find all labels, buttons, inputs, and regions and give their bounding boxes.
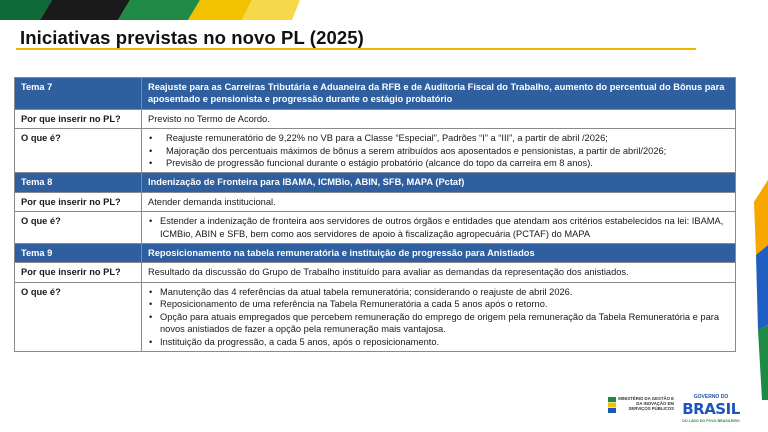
table-row [15, 282, 736, 351]
governo-do-brasil-logo [680, 394, 742, 428]
what-cell [142, 212, 736, 244]
ministry-emblem-icon [608, 397, 616, 413]
why-label: Por que inserir no PL? [15, 263, 142, 282]
theme-heading: Reajuste para as Carreiras Tributária e Aduaneira da RFB e de Auditoria Fiscal do Trabalho, aumento do percentual do Bônus para aposentado e pensionista e progressão durante o estágio probatório [142, 78, 736, 110]
title-underline [16, 48, 696, 50]
why-text: Atender demanda institucional. [142, 192, 736, 211]
list-item: • Reposicionamento de uma referência na Tabela Remuneratória a cada 5 anos após o retorno. [148, 298, 729, 310]
what-cell [142, 282, 736, 351]
list-item: • Reajuste remuneratório de 9,22% no VB para a Classe “Especial”, Padrões “I” a “III”, a partir de abril /2026; [148, 132, 729, 144]
why-label: Por que inserir no PL? [15, 109, 142, 128]
table-row [15, 192, 736, 211]
bullet-list [148, 132, 729, 169]
bullet-list [148, 286, 729, 348]
theme-label: Tema 7 [15, 78, 142, 110]
why-label: Por que inserir no PL? [15, 192, 142, 211]
what-cell [142, 129, 736, 173]
why-text: Previsto no Termo de Acordo. [142, 109, 736, 128]
initiatives-table [14, 77, 736, 352]
theme-row-8 [15, 173, 736, 192]
theme-row-9 [15, 244, 736, 263]
ministry-name: MINISTÉRIO DA GESTÃO E DA INOVAÇÃO EM SERVIÇOS PÚBLICOS [618, 396, 674, 411]
table-row [15, 109, 736, 128]
theme-heading: Indenização de Fronteira para IBAMA, ICMBio, ABIN, SFB, MAPA (Pctaf) [142, 173, 736, 192]
bullet-list [148, 215, 729, 240]
list-item: • Majoração dos percentuais máximos de bônus a serem atribuídos aos aposentados e pensionistas, a partir de abril/2026; [148, 145, 729, 157]
what-label: O que é? [15, 212, 142, 244]
logo-tagline: DO LADO DO POVO BRASILEIRO [682, 419, 740, 423]
table-row [15, 263, 736, 282]
theme-row-7 [15, 78, 736, 110]
logo-wordmark: BRASIL [682, 400, 740, 418]
why-text: Resultado da discussão do Grupo de Trabalho instituído para avaliar as demandas da representação dos anistiados. [142, 263, 736, 282]
list-item: • Opção para atuais empregados que percebem remuneração do emprego de origem pela remuneração da Tabela Remuneratória e para novos anistiados de fazer a opção pela remuneração mais vantajosa. [148, 311, 729, 336]
theme-label: Tema 9 [15, 244, 142, 263]
list-item: • Manutenção das 4 referências da atual tabela remuneratória; considerando o reajuste de abril 2026. [148, 286, 729, 298]
table-row [15, 129, 736, 173]
logo-top-text: GOVERNO DO [693, 394, 729, 400]
what-label: O que é? [15, 129, 142, 173]
table-row [15, 212, 736, 244]
theme-label: Tema 8 [15, 173, 142, 192]
what-label: O que é? [15, 282, 142, 351]
list-item: • Estender a indenização de fronteira aos servidores de outros órgãos e entidades que atendam aos critérios estabelecidos na lei: IBAMA, ICMBio, ABIN e SFB, bem como aos servidores de apoio à fiscalização agropecuária (PCTAF) do MAPA [148, 215, 729, 240]
top-color-band [0, 0, 300, 20]
theme-heading: Reposicionamento na tabela remuneratória e instituição de progressão para Anistiados [142, 244, 736, 263]
list-item: • Previsão de progressão funcional durante o estágio probatório (alcance do topo da carreira em 8 anos). [148, 157, 729, 169]
page-title: Iniciativas previstas no novo PL (2025) [20, 27, 364, 48]
right-color-band [748, 150, 768, 400]
list-item: • Instituição da progressão, a cada 5 anos, após o reposicionamento. [148, 336, 729, 348]
